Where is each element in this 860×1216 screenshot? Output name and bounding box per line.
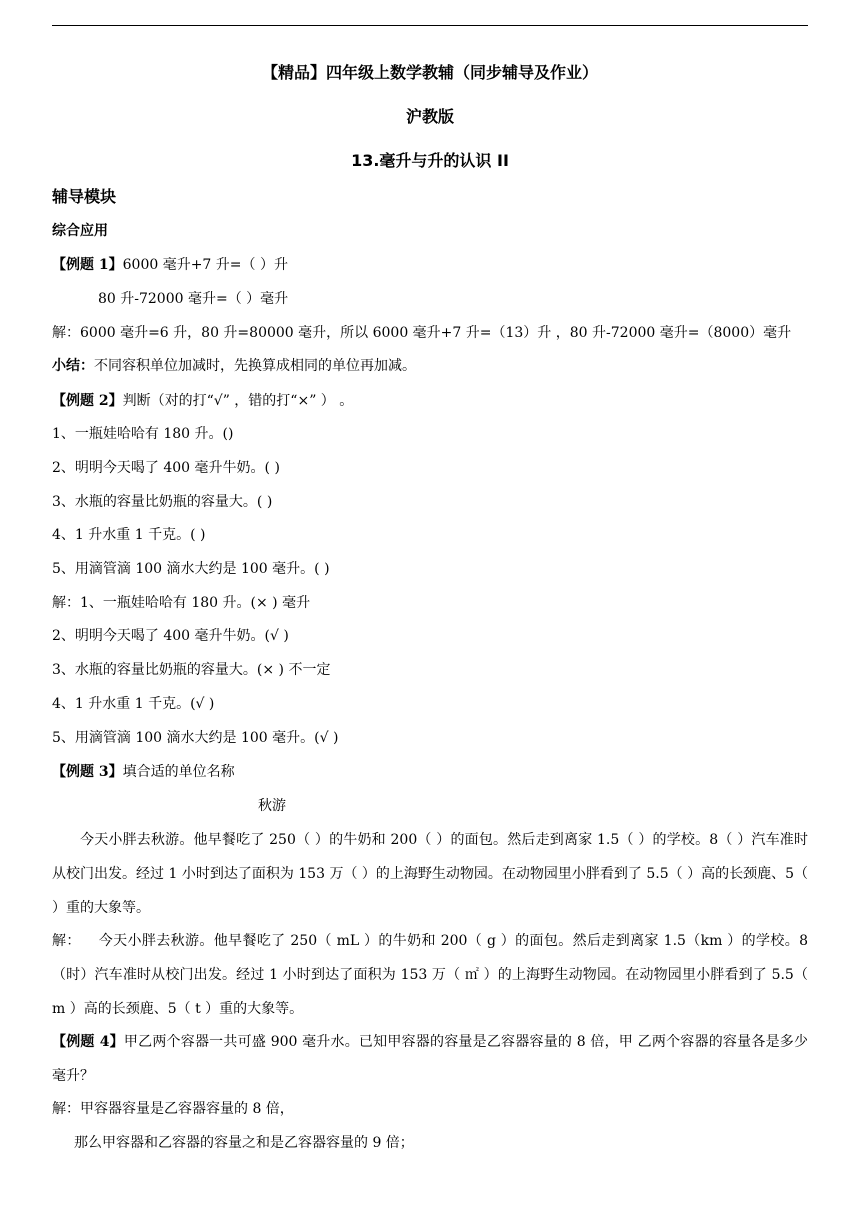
example-1-solution: 解：6000 毫升=6 升，80 升=80000 毫升，所以 6000 毫升+7 升=（13）升 ，80 升-72000 毫升=（8000）毫升 xyxy=(52,325,792,341)
example-2-instruction: 判断（对的打“√” ，错的打“×” ） 。 xyxy=(122,393,354,409)
example-1-q2: 80 升-72000 毫升=（ ）毫升 xyxy=(98,291,289,307)
story-paragraph: 今天小胖去秋游。他早餐吃了 250（ ）的牛奶和 200（ ）的面包。然后走到离家 1.5（ ）的学校。8（ ）汽车准时从校门出发。经过 1 小时到达了面积为 153 万（ ）的上海野生动物园。在动物园里小胖看到了 5.5（ ）高的长颈鹿、5（ ）重的大象等。 xyxy=(52,832,808,916)
example-1-question xyxy=(52,255,288,275)
example-2-label: 【例题 2】 xyxy=(52,393,123,409)
subsection-heading: 综合应用 xyxy=(52,223,108,239)
example-2-answer: 解：1、一瓶娃哈哈有 180 升。(× ) 毫升 xyxy=(52,595,311,611)
example-4-solution-1: 解：甲容器容量是乙容器容量的 8 倍， xyxy=(52,1101,294,1117)
example-2-item: 1、一瓶娃哈哈有 180 升。() xyxy=(52,426,234,442)
edition-label: 沪教版 xyxy=(405,107,454,126)
example-2-answer: 2、明明今天喝了 400 毫升牛奶。(√ ) xyxy=(52,628,289,644)
example-2-item: 5、用滴管滴 100 滴水大约是 100 毫升。( ) xyxy=(52,561,330,577)
example-2-answer: 5、用滴管滴 100 滴水大约是 100 毫升。(√ ) xyxy=(52,730,339,746)
summary-label: 小结： xyxy=(52,358,94,374)
example-3-label: 【例题 3】 xyxy=(52,764,123,780)
example-2-item: 3、水瓶的容量比奶瓶的容量大。( ) xyxy=(52,494,273,510)
example-4-solution-2: 那么甲容器和乙容器的容量之和是乙容器容量的 9 倍； xyxy=(74,1135,414,1151)
example-1-summary xyxy=(52,356,416,376)
story-answer xyxy=(52,924,808,1026)
example-4-text: 甲乙两个容器一共可盛 900 毫升水。已知甲容器的容量是乙容器容量的 8 倍，甲 乙两个容器的容量各是多少毫升？ xyxy=(52,1034,808,1084)
header-rule xyxy=(52,25,808,26)
document-title: 【精品】四年级上数学教辅（同步辅导及作业） xyxy=(261,63,598,82)
answer-prefix: 解： xyxy=(52,933,81,949)
example-1-q1: 6000 毫升+7 升=（ ）升 xyxy=(122,257,288,273)
example-2-question xyxy=(52,391,353,411)
story-title: 秋游 xyxy=(258,798,286,814)
example-2-answer: 4、1 升水重 1 千克。(√ ) xyxy=(52,696,215,712)
example-4-question xyxy=(52,1025,808,1093)
example-2-item: 4、1 升水重 1 千克。( ) xyxy=(52,527,206,543)
example-2-item: 2、明明今天喝了 400 毫升牛奶。( ) xyxy=(52,460,280,476)
module-heading: 辅导模块 xyxy=(52,187,117,206)
lesson-title: 13.毫升与升的认识 II xyxy=(351,151,509,170)
answer-text: 今天小胖去秋游。他早餐吃了 250（ mL ）的牛奶和 200（ g ）的面包。然后走到离家 1.5（km ）的学校。8（时）汽车准时从校门出发。经过 1 小时到达了面积为 153 万（ ㎡ ）的上海野生动物园。在动物园里小胖看到了 5.5（ m ）高的长颈鹿、5（ t ）重的大象等。 xyxy=(52,933,809,1017)
example-1-label: 【例题 1】 xyxy=(52,257,123,273)
summary-text: 不同容积单位加减时，先换算成相同的单位再加减。 xyxy=(94,358,416,374)
example-3-instruction: 填合适的单位名称 xyxy=(122,764,235,780)
example-2-answer: 3、水瓶的容量比奶瓶的容量大。(× ) 不一定 xyxy=(52,662,331,678)
example-3-question xyxy=(52,762,235,782)
example-4-label: 【例题 4】 xyxy=(52,1034,124,1050)
